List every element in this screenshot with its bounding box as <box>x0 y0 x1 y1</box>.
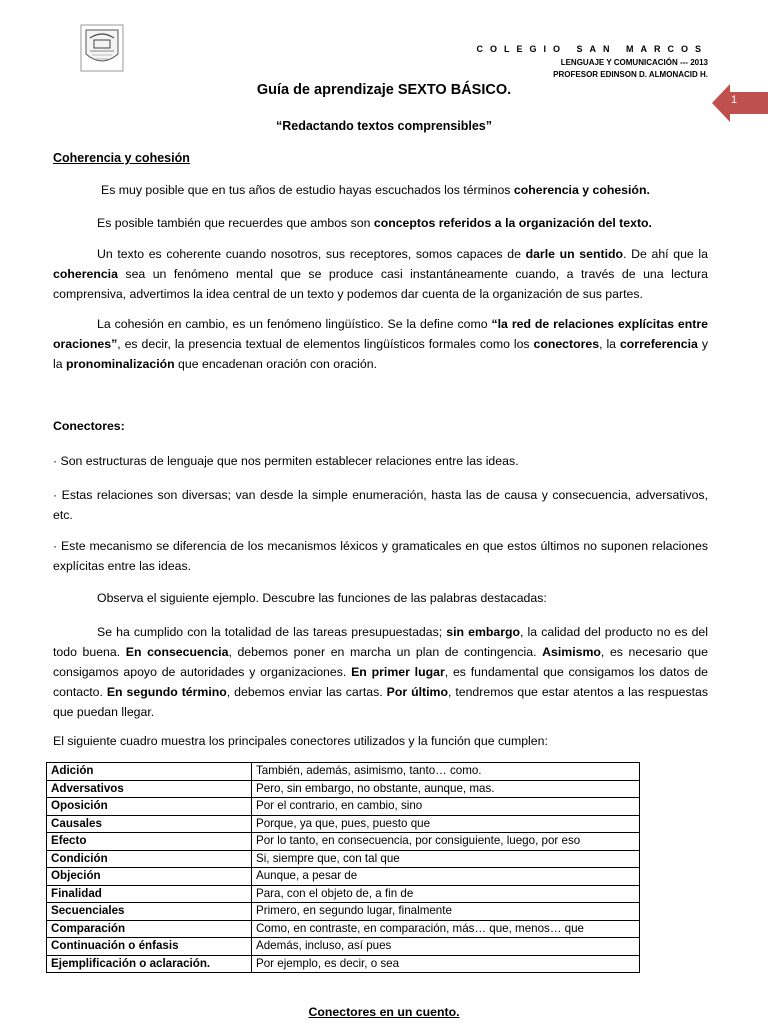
connector-type: Comparación <box>47 920 252 938</box>
connector-type: Secuenciales <box>47 903 252 921</box>
subject-line: LENGUAJE Y COMUNICACIÓN --- 2013 <box>560 58 708 67</box>
connector-examples: Para, con el objeto de, a fin de <box>252 885 640 903</box>
bullet-2: · Estas relaciones son diversas; van desde la simple enumeración, hasta las de causa y consecuencia, adversativos, etc. <box>53 488 708 522</box>
paragraph-4: La cohesión en cambio, es un fenómeno lingüístico. Se la define como “la red de relaciones explícitas entre oraciones”, es decir, la presencia textual de elementos lingüísticos formales como los conectores, la correferencia y la pronominalización que encadenan oración con oración. <box>53 317 708 371</box>
table-row <box>47 885 640 903</box>
example-intro: Observa el siguiente ejemplo. Descubre las funciones de las palabras destacadas: <box>97 591 547 605</box>
connector-type: Oposición <box>47 798 252 816</box>
connectors-table <box>46 762 640 973</box>
table-intro: El siguiente cuadro muestra los principales conectores utilizados y la función que cumplen: <box>53 734 548 748</box>
table-row <box>47 955 640 973</box>
table-row <box>47 815 640 833</box>
paragraph-2: Es posible también que recuerdes que ambos son conceptos referidos a la organización del texto. <box>97 216 652 230</box>
connector-examples: Por ejemplo, es decir, o sea <box>252 955 640 973</box>
connector-type: Efecto <box>47 833 252 851</box>
connector-type: Continuación o énfasis <box>47 938 252 956</box>
page-subtitle: “Redactando textos comprensibles” <box>275 119 493 133</box>
table-row <box>47 780 640 798</box>
connector-type: Ejemplificación o aclaración. <box>47 955 252 973</box>
connector-examples: Si, siempre que, con tal que <box>252 850 640 868</box>
page-number: 1 <box>730 94 738 106</box>
connector-type: Objeción <box>47 868 252 886</box>
table-row <box>47 798 640 816</box>
school-crest-logo <box>80 24 124 72</box>
connector-examples: Por el contrario, en cambio, sino <box>252 798 640 816</box>
table-row <box>47 938 640 956</box>
paragraph-3: Un texto es coherente cuando nosotros, sus receptores, somos capaces de darle un sentido. De ahí que la coherencia sea un fenómeno mental que se produce casi instantáneamente cuando, a través de una lectura comprensiva, advertimos la idea central de un texto y podemos dar cuenta de la organización de sus partes. <box>53 247 708 301</box>
teacher-line: PROFESOR EDINSON D. ALMONACID H. <box>553 70 708 79</box>
connector-examples: Aunque, a pesar de <box>252 868 640 886</box>
connector-examples: Como, en contraste, en comparación, más… que, menos… que <box>252 920 640 938</box>
connector-examples: Primero, en segundo lugar, finalmente <box>252 903 640 921</box>
connectors-label: Conectores: <box>53 419 125 433</box>
connector-type: Finalidad <box>47 885 252 903</box>
connector-type: Adversativos <box>47 780 252 798</box>
example-paragraph: Se ha cumplido con la totalidad de las tareas presupuestadas; sin embargo, la calidad del producto no es del todo buena. En consecuencia, debemos poner en marcha un plan de contingencia. Asimismo, es necesario que consigamos apoyo de autoridades y organizaciones. En primer lugar, es fundamental que consigamos los datos de contacto. En segundo término, debemos enviar las cartas. Por último, tendremos que estar atentos a las respuestas que puedan llegar. <box>53 625 708 719</box>
connector-examples: También, además, asimismo, tanto… como. <box>252 763 640 781</box>
bullet-1: · Son estructuras de lenguaje que nos permiten establecer relaciones entre las ideas. <box>53 454 519 468</box>
table-row <box>47 868 640 886</box>
connector-examples: Además, incluso, así pues <box>252 938 640 956</box>
connector-examples: Pero, sin embargo, no obstante, aunque, mas. <box>252 780 640 798</box>
school-name: COLEGIO SAN MARCOS <box>476 44 708 54</box>
table-row <box>47 850 640 868</box>
bullet-3: · Este mecanismo se diferencia de los mecanismos léxicos y gramaticales en que estos últimos no suponen relaciones explícitas entre las ideas. <box>53 539 708 573</box>
table-row <box>47 763 640 781</box>
connector-type: Condición <box>47 850 252 868</box>
paragraph-1: Es muy posible que en tus años de estudio hayas escuchados los términos coherencia y cohesión. <box>101 183 650 197</box>
connector-type: Causales <box>47 815 252 833</box>
table-row <box>47 903 640 921</box>
connector-examples: Porque, ya que, pues, puesto que <box>252 815 640 833</box>
section-heading-story: Conectores en un cuento. <box>308 1005 460 1019</box>
section-heading-coherence: Coherencia y cohesión <box>53 151 190 165</box>
connector-type: Adición <box>47 763 252 781</box>
table-row <box>47 920 640 938</box>
connector-examples: Por lo tanto, en consecuencia, por consiguiente, luego, por eso <box>252 833 640 851</box>
table-row <box>47 833 640 851</box>
page-title: Guía de aprendizaje SEXTO BÁSICO. <box>256 82 512 98</box>
